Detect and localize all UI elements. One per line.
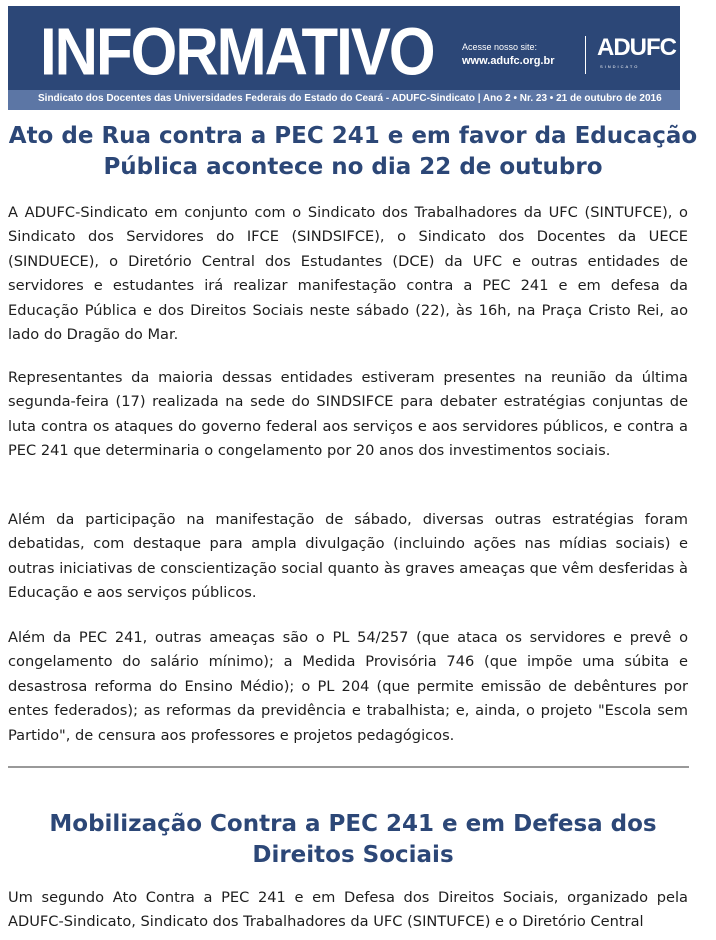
article-2-paragraph-1: Um segundo Ato Contra a PEC 241 e em Defesa dos Direitos Sociais, organizado pela ADUFC-Sindicato, Sindicato dos Trabalhadores da UFC (SINTUFCE) e o Diretório Central <box>8 889 688 931</box>
article-1-paragraph-2: Representantes da maioria dessas entidades estiveram presentes na reunião da última segunda-feira (17) realizada na sede do SINDSIFCE para debater estratégias conjuntas de luta contra os ataques do governo federal aos serviços e aos servidores públicos, e contra a PEC 241 que determinaria o congelamento por 20 anos dos investimentos sociais. <box>8 369 688 460</box>
adufc-logo-subtitle: SINDICATO <box>600 64 640 69</box>
article-1-title: Ato de Rua contra a PEC 241 e em favor da Educação Pública acontece no dia 22 de outubro <box>8 123 698 180</box>
banner-divider <box>585 36 586 74</box>
section-divider <box>8 766 689 768</box>
banner-title: INFORMATIVO <box>40 14 434 90</box>
site-url-link[interactable]: www.adufc.org.br <box>462 55 555 67</box>
article-1-paragraph-1: A ADUFC-Sindicato em conjunto com o Sindicato dos Trabalhadores da UFC (SINTUFCE), o Sindicato dos Servidores do IFCE (SINDSIFCE), o Sindicato dos Docentes da UECE (SINDUECE), o Diretório Central dos Estudantes (DCE) da UFC e outras entidades de servidores e estudantes irá realizar manifestação contra a PEC 241 e em defesa da Educação Pública e dos Direitos Sociais neste sábado (22), às 16h, na Praça Cristo Rei, ao lado do Dragão do Mar. <box>8 204 688 344</box>
newsletter-banner <box>8 6 680 110</box>
adufc-logo: ADUFC <box>597 34 676 61</box>
article-2-title: Mobilização Contra a PEC 241 e em Defesa dos Direitos Sociais <box>49 811 657 868</box>
site-label: Acesse nosso site: <box>462 42 538 52</box>
article-1-paragraph-4: Além da PEC 241, outras ameaças são o PL 54/257 (que ataca os servidores e prevê o congelamento do salário mínimo); a Medida Provisória 746 (que impõe uma súbita e desastrosa reforma do Ensino Médio); o PL 204 (que permite emissão de debêntures por entes federados); as reformas da previdência e trabalhista; e, ainda, o projeto "Escola sem Partido", de censura aos professores e projetos pedagógicos. <box>8 629 688 744</box>
issue-info: Sindicato dos Docentes das Universidades Federais do Estado do Ceará - ADUFC-Sindicato | Ano 2 • Nr. 23 • 21 de outubro de 2016 <box>38 93 662 104</box>
article-1-paragraph-3: Além da participação na manifestação de sábado, diversas outras estratégias foram debatidas, com destaque para ampla divulgação (incluindo ações nas mídias sociais) e outras iniciativas de conscientização social quanto às graves ameaças que vêm desferidas à Educação e aos serviços públicos. <box>8 511 688 602</box>
